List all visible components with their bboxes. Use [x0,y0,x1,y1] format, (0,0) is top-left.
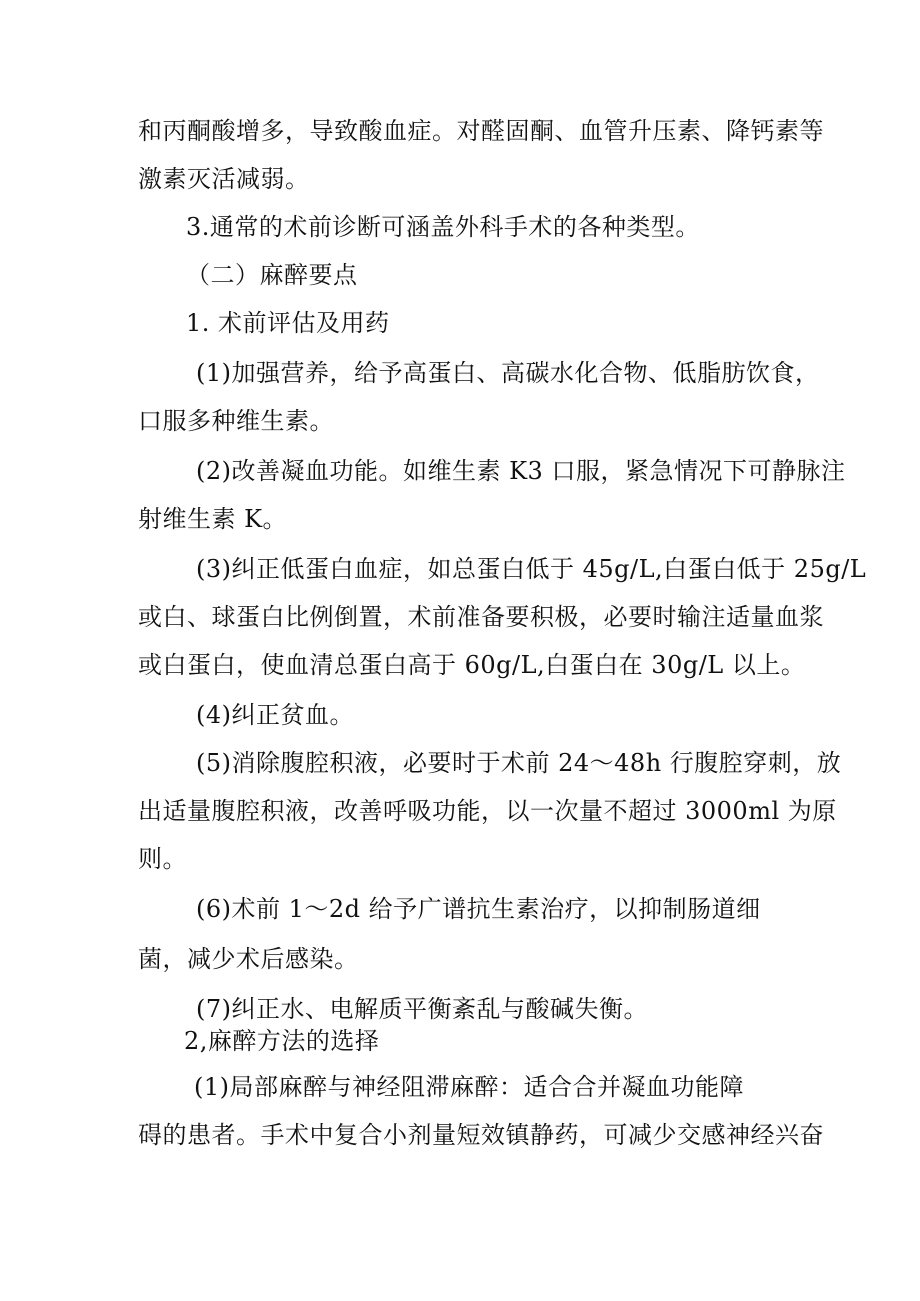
item-5-line-3: 则。 [138,845,187,873]
item-4-line-1: (4)纠正贫血。 [196,701,354,729]
item-6-line-1: (6)术前 1～2d 给予广谱抗生素治疗，以抑制肠道细 [196,895,761,923]
item-5-line-1: (5)消除腹腔积液，必要时于术前 24～48h 行腹腔穿刺，放 [196,749,842,777]
item-7-line-1: (7)纠正水、电解质平衡紊乱与酸碱失衡。 [196,995,648,1023]
item-1-line-1: (1)加强营养，给予高蛋白、高碳水化合物、低脂肪饮食， [196,359,820,387]
item-5-line-2: 出适量腹腔积液，改善呼吸功能，以一次量不超过 3000ml 为原 [138,797,837,825]
subheading-preoperative-assessment: 1. 术前评估及用药 [186,309,390,337]
item-6-line-2: 菌，减少术后感染。 [138,945,359,973]
body-line-1: 和丙酮酸增多，导致酸血症。对醛固酮、血管升压素、降钙素等 [138,117,824,145]
subheading-anesthesia-method: 2,麻醉方法的选择 [184,1027,380,1055]
body-line-2: 激素灭活减弱。 [138,165,310,193]
section-item-3: 3.通常的术前诊断可涵盖外科手术的各种类型。 [186,213,700,241]
item-3-line-2: 或白、球蛋白比例倒置，术前准备要积极，必要时输注适量血浆 [138,603,824,631]
item-3-line-1: (3)纠正低蛋白血症，如总蛋白低于 45g/L,白蛋白低于 25g/L [196,555,867,583]
method-1-line-2: 碍的患者。手术中复合小剂量短效镇静药，可减少交感神经兴奋 [138,1121,824,1149]
method-1-line-1: (1)局部麻醉与神经阻滞麻醉：适合合并凝血功能障 [194,1073,744,1101]
item-1-line-2: 口服多种维生素。 [138,407,334,435]
item-3-line-3: 或白蛋白，使血清总蛋白高于 60g/L,白蛋白在 30g/L 以上。 [138,651,806,679]
item-2-line-1: (2)改善凝血功能。如维生素 K3 口服，紧急情况下可静脉注 [196,457,846,485]
section-heading-anesthesia-points: （二）麻醉要点 [186,261,358,289]
item-2-line-2: 射维生素 K。 [138,505,288,533]
